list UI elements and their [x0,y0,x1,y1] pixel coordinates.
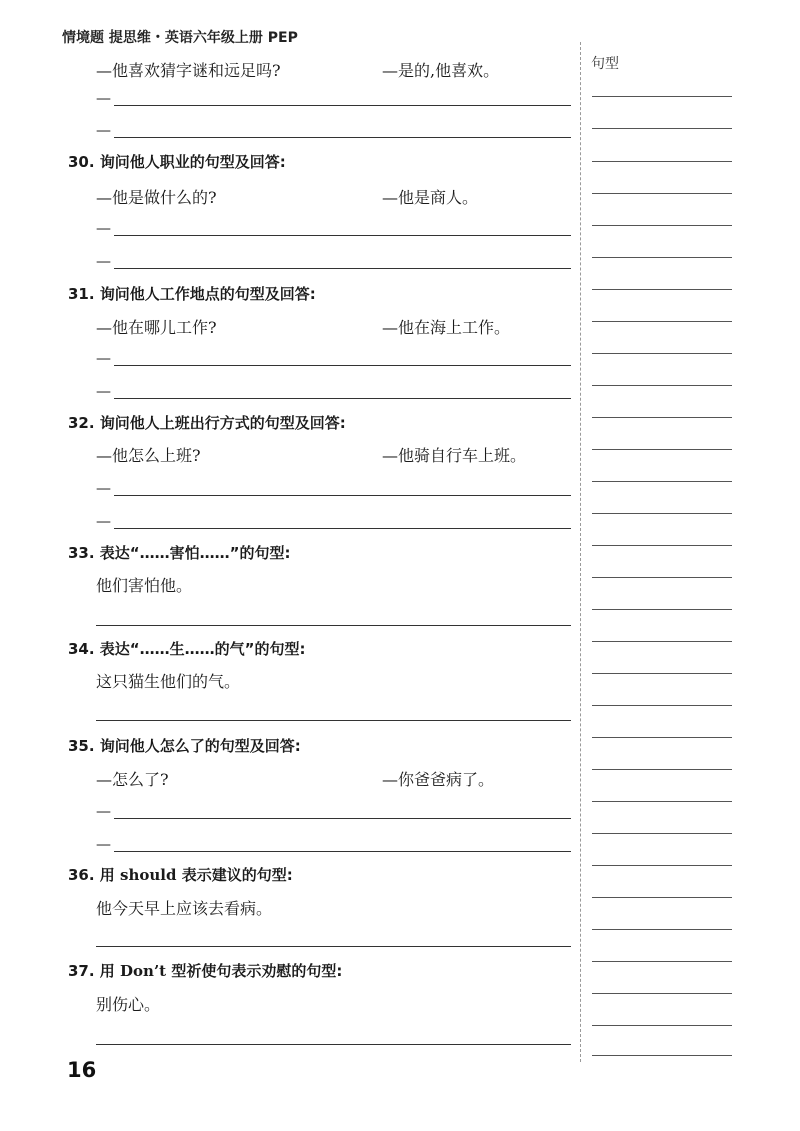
answer-blank[interactable]: — [96,377,571,399]
top-question: —他喜欢猜字谜和远足吗? [96,61,281,80]
question-34-sentence: 这只猫生他们的气。 [96,672,241,691]
sidebar-note-line[interactable] [592,1025,732,1026]
answer-line[interactable] [96,625,571,626]
sidebar-note-line[interactable] [592,961,732,962]
sidebar-note-line[interactable] [592,96,732,97]
question-35-title: 35. 询问他人怎么了的句型及回答: [68,737,301,755]
sidebar-note-line[interactable] [592,801,732,802]
sidebar-note-line[interactable] [592,417,732,418]
answer-blank[interactable]: — [96,84,571,106]
sidebar-note-line[interactable] [592,225,732,226]
question-30-answer: —他是商人。 [382,188,479,207]
sidebar-note-line[interactable] [592,929,732,930]
question-31-title: 31. 询问他人工作地点的句型及回答: [68,285,316,303]
sidebar-note-line[interactable] [592,513,732,514]
sidebar-note-line[interactable] [592,641,732,642]
question-35-answer: —你爸爸病了。 [382,770,495,789]
answer-blank[interactable]: — [96,474,571,496]
sidebar-note-line[interactable] [592,833,732,834]
answer-blank[interactable]: — [96,344,571,366]
question-31-prompt: —他在哪儿工作? [96,318,217,337]
answer-blank[interactable]: — [96,797,571,819]
question-36-title: 36. 用 should 表示建议的句型: [68,866,293,884]
sidebar-note-line[interactable] [592,673,732,674]
question-37-sentence: 别伤心。 [96,995,161,1014]
question-34-title: 34. 表达“……生……的气”的句型: [68,640,306,658]
sidebar-note-line[interactable] [592,481,732,482]
question-32-prompt: —他怎么上班? [96,446,201,465]
sidebar-note-line[interactable] [592,353,732,354]
question-30-title: 30. 询问他人职业的句型及回答: [68,153,286,171]
column-divider [580,42,581,1062]
question-36-sentence: 他今天早上应该去看病。 [96,899,273,918]
question-31-answer: —他在海上工作。 [382,318,511,337]
answer-blank[interactable]: — [96,507,571,529]
sidebar-note-line[interactable] [592,545,732,546]
answer-blank[interactable]: — [96,247,571,269]
sidebar-note-line[interactable] [592,385,732,386]
top-answer: —是的,他喜欢。 [382,61,500,80]
sidebar-note-line[interactable] [592,449,732,450]
sidebar-note-line[interactable] [592,993,732,994]
keyword-dont: Don’t [120,962,167,980]
sidebar-note-line[interactable] [592,865,732,866]
page-header: 情境题 提思维・英语六年级上册 PEP [62,30,298,46]
answer-line[interactable] [96,1044,571,1045]
sidebar-note-line[interactable] [592,161,732,162]
sidebar-note-line[interactable] [592,1055,732,1056]
keyword-should: should [120,866,177,884]
sidebar-note-line[interactable] [592,769,732,770]
question-33-title: 33. 表达“……害怕……”的句型: [68,544,291,562]
question-33-sentence: 他们害怕他。 [96,576,193,595]
question-37-title: 37. 用 Don’t 型祈使句表示劝慰的句型: [68,962,343,980]
sidebar-note-line[interactable] [592,705,732,706]
page-number: 16 [67,1058,97,1082]
sidebar-note-line[interactable] [592,897,732,898]
sidebar-note-line[interactable] [592,128,732,129]
answer-blank[interactable]: — [96,116,571,138]
sidebar-note-line[interactable] [592,193,732,194]
sidebar-note-line[interactable] [592,257,732,258]
answer-blank[interactable]: — [96,830,571,852]
question-30-prompt: —他是做什么的? [96,188,217,207]
sidebar-note-line[interactable] [592,577,732,578]
sidebar-note-line[interactable] [592,321,732,322]
sidebar-note-line[interactable] [592,609,732,610]
answer-line[interactable] [96,720,571,721]
sidebar-title: 句型 [591,56,619,72]
sidebar-note-line[interactable] [592,289,732,290]
answer-line[interactable] [96,946,571,947]
question-35-prompt: —怎么了? [96,770,169,789]
answer-blank[interactable]: — [96,214,571,236]
question-32-answer: —他骑自行车上班。 [382,446,527,465]
question-32-title: 32. 询问他人上班出行方式的句型及回答: [68,414,346,432]
sidebar-note-line[interactable] [592,737,732,738]
